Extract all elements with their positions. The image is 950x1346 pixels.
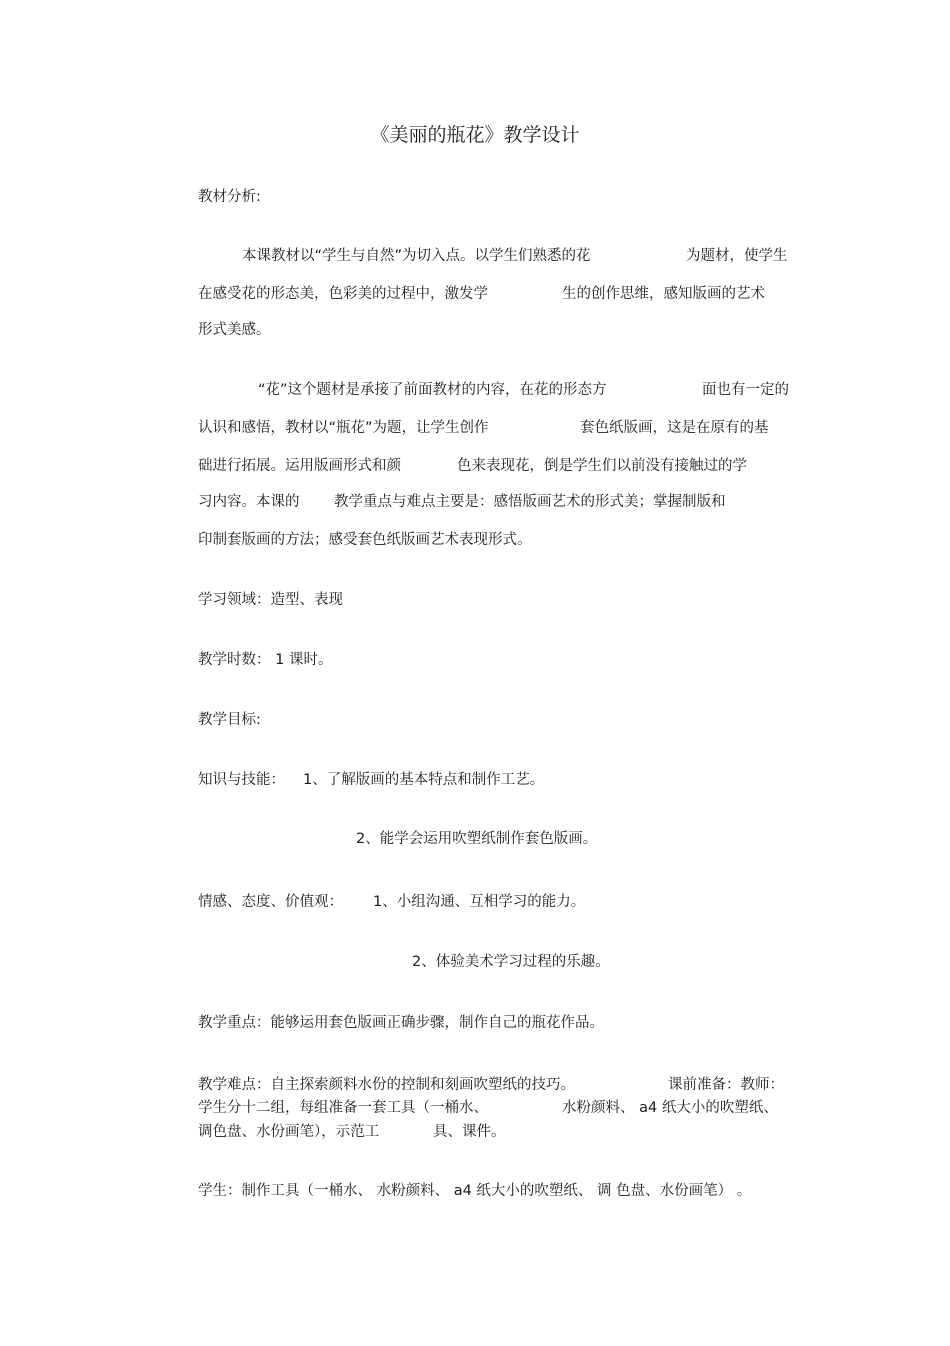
teaching-key-point: 教学重点：能够运用套色版画正确步骤，制作自己的瓶花作品。 (198, 1015, 604, 1031)
paragraph-line: 面也有一定的 (702, 382, 789, 398)
knowledge-skill-goal-1: 1、了解版画的基本特点和制作工艺。 (303, 772, 545, 788)
document-title: 《美丽的瓶花》教学设计 (370, 124, 580, 146)
teaching-hours: 教学时数： 1 课时。 (198, 652, 333, 668)
preparation-line: 学生分十二组，每组准备一套工具（一桶水、 (198, 1100, 488, 1116)
teaching-goals-heading: 教学目标: (198, 712, 261, 728)
preparation-line: 水粉颜料、 a4 纸大小的吹塑纸、 (562, 1100, 778, 1116)
preparation-line: 具、课件。 (433, 1124, 506, 1140)
paragraph-line: 为题材，使学生 (686, 248, 788, 264)
paragraph-line: 印制套版画的方法；感受套色纸版画艺术表现形式。 (198, 532, 532, 548)
paragraph-line: 生的创作思维，感知版画的艺术 (562, 286, 765, 302)
emotion-attitude-goal-2: 2、体验美术学习过程的乐趣。 (412, 954, 610, 970)
paragraph-line: 形式美感。 (198, 322, 271, 338)
paragraph-line: 在感受花的形态美，色彩美的过程中，激发学 (198, 286, 488, 302)
paragraph-line: 教学重点与难点主要是：感悟版画艺术的形式美；掌握制版和 (334, 494, 726, 510)
paragraph-line: 色来表现花，倒是学生们以前没有接触过的学 (457, 458, 747, 474)
preparation-line: 调色盘、水份画笔），示范工 (198, 1124, 380, 1140)
paragraph-line: 认识和感悟，教材以“瓶花”为题，让学生创作 (198, 420, 489, 436)
paragraph-line: 础进行拓展。运用版画形式和颜 (198, 458, 401, 474)
paragraph-line: 习内容。本课的 (198, 494, 300, 510)
paragraph-line: 本课教材以“学生与自然”为切入点。以学生们熟悉的花 (242, 248, 591, 264)
preparation-line: 课前准备：教师： (668, 1077, 784, 1093)
knowledge-skill-label: 知识与技能： (198, 772, 285, 788)
teaching-difficulty: 教学难点：自主探索颜料水份的控制和刻画吹塑纸的技巧。 (198, 1077, 575, 1093)
emotion-attitude-label: 情感、态度、价值观： (198, 894, 343, 910)
paragraph-line: “花”这个题材是承接了前面教材的内容，在花的形态方 (258, 382, 607, 398)
learning-field: 学习领域：造型、表现 (198, 592, 343, 608)
section-heading-textbook-analysis: 教材分析: (198, 189, 261, 205)
student-preparation: 学生：制作工具（一桶水、 水粉颜料、 a4 纸大小的吹塑纸、 调 色盘、水份画笔） 。 (198, 1183, 752, 1199)
emotion-attitude-goal-1: 1、小组沟通、互相学习的能力。 (373, 894, 586, 910)
paragraph-line: 套色纸版画，这是在原有的基 (580, 420, 769, 436)
knowledge-skill-goal-2: 2、能学会运用吹塑纸制作套色版画。 (356, 831, 598, 847)
